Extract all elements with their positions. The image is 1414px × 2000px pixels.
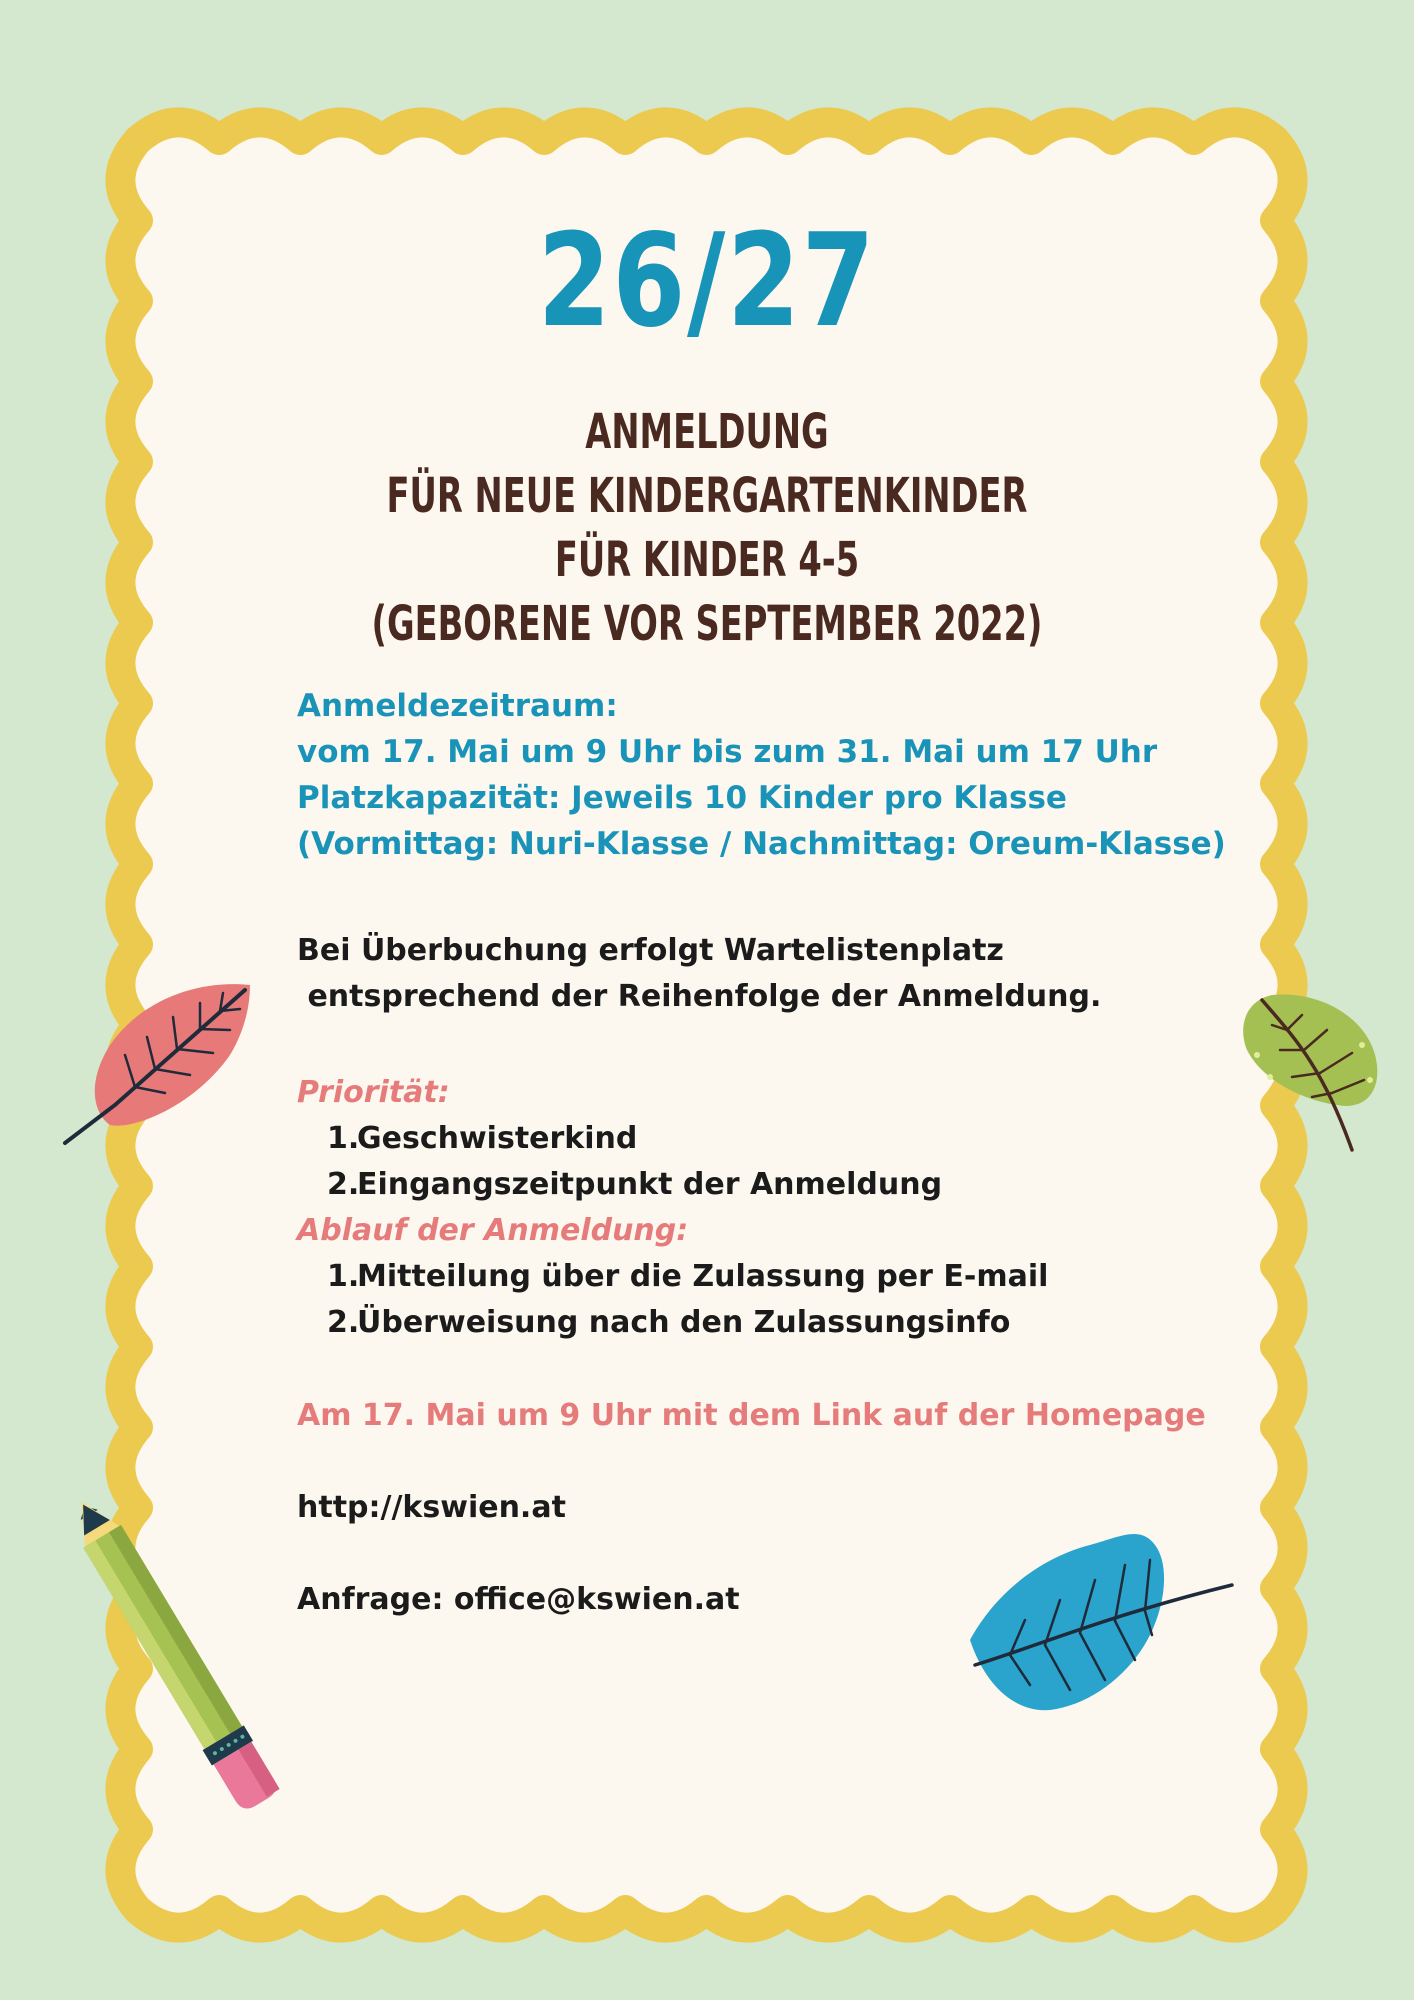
headline-line: FÜR NEUE KINDERGARTENKINDER bbox=[386, 468, 1028, 524]
list-number: 2. bbox=[327, 1305, 360, 1340]
list-item bbox=[297, 1116, 1048, 1162]
link-note: Am 17. Mai um 9 Uhr mit dem Link auf der Homepage bbox=[297, 1398, 1206, 1433]
contact-email[interactable]: Anfrage: office@kswien.at bbox=[297, 1582, 740, 1617]
priority-section bbox=[297, 1070, 1048, 1346]
website-link[interactable]: http://kswien.at bbox=[297, 1490, 566, 1525]
list-item bbox=[297, 1162, 1048, 1208]
headline bbox=[0, 400, 1414, 656]
list-number: 1. bbox=[327, 1259, 360, 1294]
list-text: Überweisung nach den Zulassungsinfo bbox=[357, 1305, 1011, 1340]
registration-info bbox=[297, 683, 1226, 867]
list-item bbox=[297, 1300, 1048, 1346]
headline-line: FÜR KINDER 4-5 bbox=[554, 532, 860, 588]
registration-period-label: Anmeldezeitraum: bbox=[297, 688, 618, 724]
priority-title: Priorität: bbox=[297, 1075, 450, 1110]
waitlist-line: Bei Überbuchung erfolgt Wartelistenplatz bbox=[297, 933, 1004, 968]
school-year-title: 26/27 bbox=[537, 207, 877, 356]
headline-line: ANMELDUNG bbox=[585, 404, 829, 460]
list-number: 2. bbox=[327, 1167, 360, 1202]
waitlist-info bbox=[297, 928, 1101, 1020]
list-item bbox=[297, 1254, 1048, 1300]
process-title: Ablauf der Anmeldung: bbox=[297, 1213, 689, 1248]
headline-line: (GEBORENE VOR SEPTEMBER 2022) bbox=[371, 596, 1043, 652]
list-text: Eingangszeitpunkt der Anmeldung bbox=[357, 1167, 943, 1202]
capacity-info: Platzkapazität: Jeweils 10 Kinder pro Klasse bbox=[297, 780, 1067, 816]
waitlist-line: entsprechend der Reihenfolge der Anmeldung. bbox=[297, 979, 1102, 1014]
list-text: Mitteilung über die Zulassung per E-mail bbox=[357, 1259, 1049, 1294]
list-number: 1. bbox=[327, 1121, 360, 1156]
class-info: (Vormittag: Nuri-Klasse / Nachmittag: Oreum-Klasse) bbox=[297, 826, 1226, 862]
registration-period: vom 17. Mai um 9 Uhr bis zum 31. Mai um 17 Uhr bbox=[297, 734, 1158, 770]
list-text: Geschwisterkind bbox=[357, 1121, 638, 1156]
